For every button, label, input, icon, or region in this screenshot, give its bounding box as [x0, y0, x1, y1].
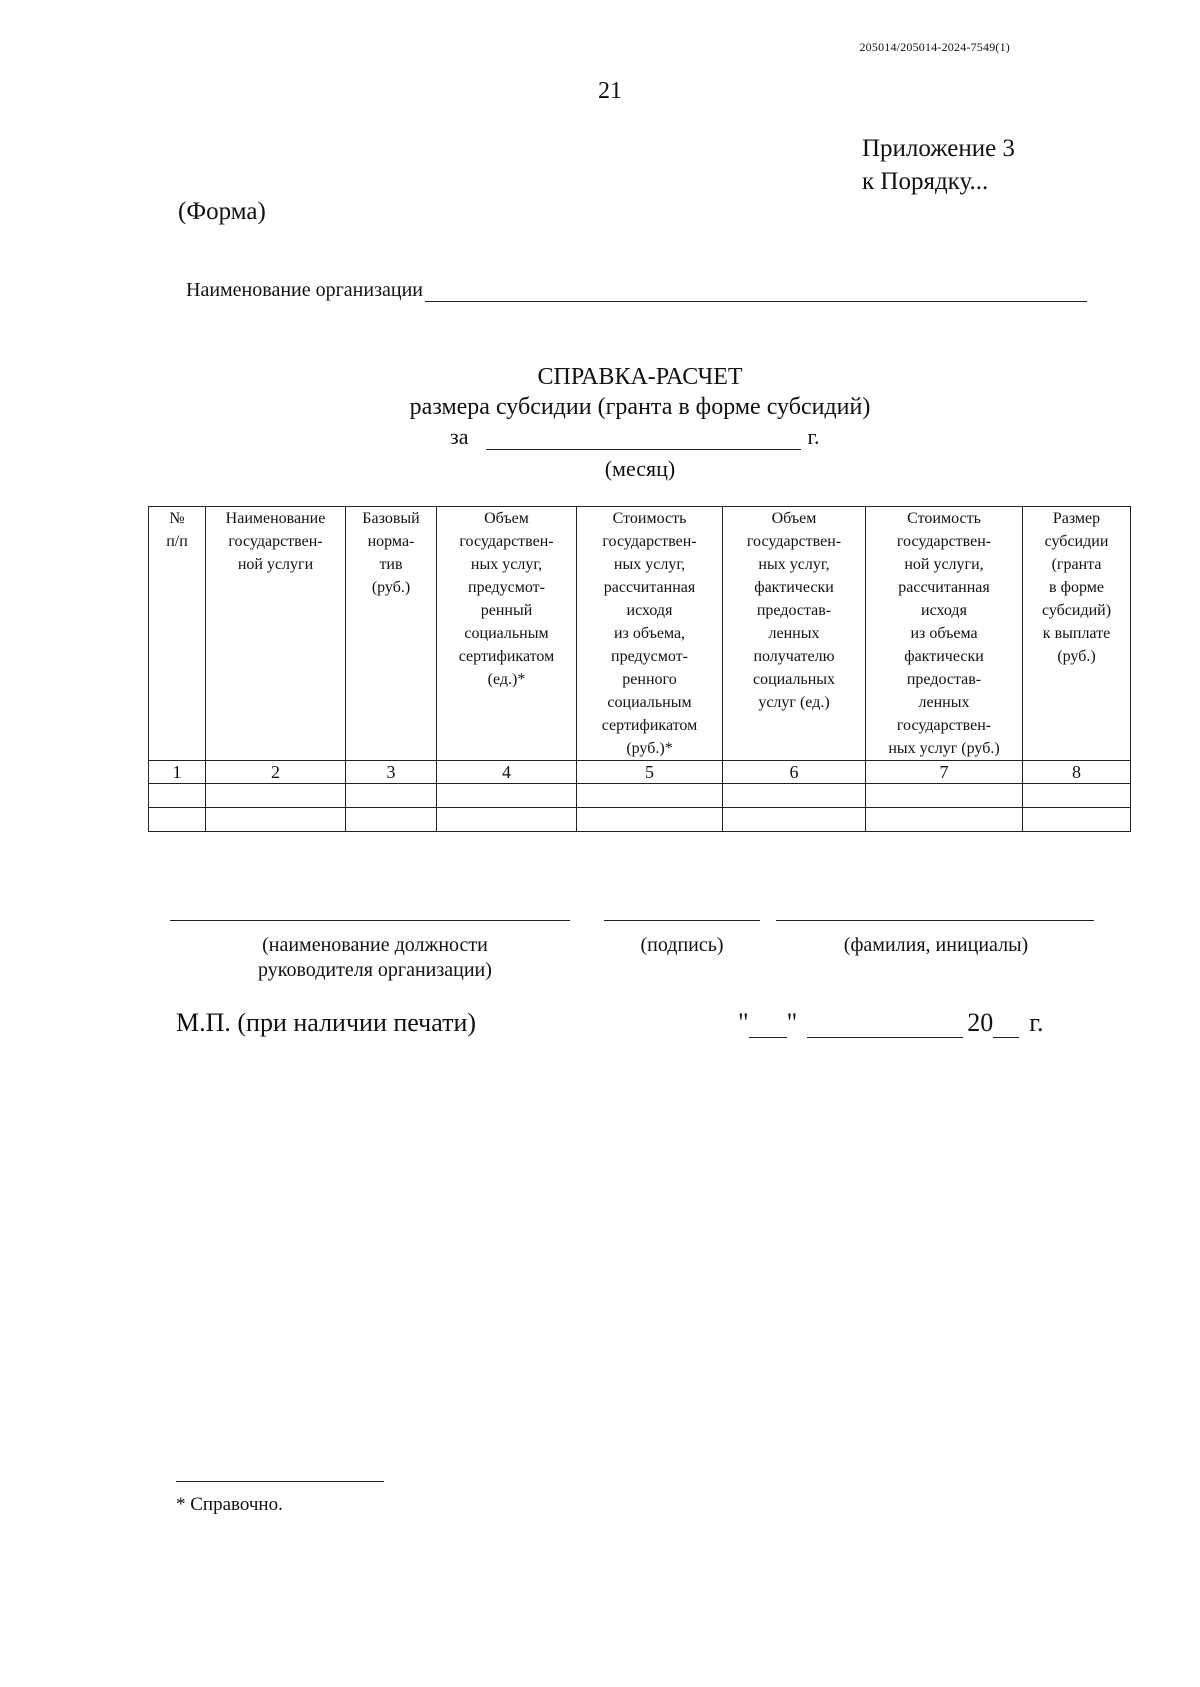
name-signature-line[interactable] [776, 920, 1094, 921]
column-header-line: (руб.)* [626, 740, 673, 757]
column-header-line: фактически [904, 648, 984, 665]
column-header-2 [206, 507, 346, 761]
table-cell[interactable] [149, 784, 206, 808]
title-subtitle: размера субсидии (гранта в форме субсидий) [409, 394, 871, 420]
organization-label: Наименование организации [186, 279, 423, 301]
column-header-line: Стоимость [612, 510, 687, 527]
column-header-line: предусмот- [468, 579, 545, 596]
column-number-cell: 8 [1023, 761, 1131, 784]
page-number: 21 [598, 78, 622, 104]
column-header-line: п/п [166, 533, 188, 550]
column-header-line: из объема, [613, 625, 686, 642]
column-header-8 [1023, 507, 1131, 761]
footnote-separator [176, 1481, 384, 1482]
document-id: 205014/205014-2024-7549(1) [859, 40, 1010, 54]
column-header-line: предусмот- [611, 648, 688, 665]
form-label: (Форма) [178, 198, 266, 225]
column-header-line: Размер [1052, 510, 1101, 527]
column-header-line: рассчитанная [898, 579, 990, 596]
date-close-quote: " [786, 1008, 798, 1037]
date-year-suffix: г. [1029, 1008, 1044, 1037]
column-header-line: исходя [921, 602, 967, 619]
column-header-line: исходя [626, 602, 673, 619]
period-prefix: за [450, 424, 469, 449]
column-header-line: социальным [607, 694, 692, 711]
signature-caption: (подпись) [640, 934, 724, 956]
column-header-line: ной услуги [237, 556, 314, 573]
column-header-6 [723, 507, 866, 761]
column-header-line: субсидий) [1041, 602, 1112, 619]
signature-line[interactable] [604, 920, 760, 921]
table-cell[interactable] [206, 808, 346, 832]
table-cell[interactable] [866, 784, 1023, 808]
table-cell[interactable] [577, 808, 723, 832]
appendix-line-2: к Порядку... [862, 168, 989, 195]
organization-row [186, 279, 1087, 302]
date-open-quote: " [738, 1008, 749, 1037]
period-caption: (месяц) [604, 456, 676, 481]
position-caption-line-1: (наименование должности [262, 934, 488, 956]
position-caption-line-2: руководителя организации) [258, 959, 492, 981]
column-number-cell: 2 [206, 761, 346, 784]
column-header-line: предостав- [756, 602, 832, 619]
document-title [300, 362, 980, 422]
table-cell[interactable] [149, 808, 206, 832]
column-header-line: ных услуг, [613, 556, 686, 573]
table-cell[interactable] [866, 808, 1023, 832]
column-header-line: государствен- [746, 533, 842, 550]
column-header-line: государствен- [602, 533, 697, 550]
title-main: СПРАВКА-РАСЧЕТ [537, 364, 743, 390]
date-year-prefix: 20 [967, 1008, 994, 1037]
table-cell[interactable] [346, 784, 437, 808]
date-year-field[interactable] [993, 1015, 1019, 1038]
column-number-cell: 3 [346, 761, 437, 784]
column-header-line: субсидии [1044, 533, 1109, 550]
table-row [149, 808, 1131, 832]
column-header-line: предостав- [906, 671, 982, 688]
column-header-line: (руб.) [1057, 648, 1096, 665]
column-header-line: Базовый [362, 510, 420, 527]
period-suffix: г. [807, 424, 820, 449]
column-header-line: услуг (ед.) [758, 694, 830, 711]
period-row [450, 424, 820, 450]
column-header-line: (гранта [1051, 556, 1102, 573]
column-header-line: рассчитанная [603, 579, 696, 596]
column-header-7 [866, 507, 1023, 761]
appendix-line-1: Приложение 3 [862, 135, 1015, 162]
table-cell[interactable] [723, 784, 866, 808]
column-header-line: ной услуги, [904, 556, 984, 573]
column-header-line: (ед.)* [487, 671, 526, 688]
column-header-4 [437, 507, 577, 761]
organization-name-field[interactable] [425, 279, 1087, 302]
column-number-cell: 6 [723, 761, 866, 784]
column-header-3 [346, 507, 437, 761]
date-month-field[interactable] [807, 1015, 963, 1038]
column-number-row [149, 761, 1131, 784]
column-header-line: тив [379, 556, 403, 573]
column-number-cell: 7 [866, 761, 1023, 784]
column-header-line: получателю [753, 648, 835, 665]
table-cell[interactable] [577, 784, 723, 808]
table-cell[interactable] [723, 808, 866, 832]
column-header-5 [577, 507, 723, 761]
column-header-line: социальным [464, 625, 549, 642]
column-header-line: ренного [622, 671, 677, 688]
calculation-table [148, 506, 1131, 832]
column-header-line: социальных [752, 671, 836, 688]
column-header-line: сертификатом [601, 717, 698, 734]
column-header-line: Объем [484, 510, 529, 527]
name-caption: (фамилия, инициалы) [843, 934, 1029, 956]
column-header-line: государствен- [228, 533, 323, 550]
table-cell[interactable] [1023, 808, 1131, 832]
position-caption [210, 933, 540, 983]
table-cell[interactable] [346, 808, 437, 832]
footnote: * Справочно. [176, 1494, 283, 1515]
table-header-row [149, 507, 1131, 761]
table-cell[interactable] [1023, 784, 1131, 808]
column-header-line: государствен- [459, 533, 554, 550]
period-month-field[interactable] [486, 427, 801, 450]
table-row [149, 784, 1131, 808]
column-header-line: (руб.) [371, 579, 411, 596]
column-header-line: № [169, 510, 185, 527]
appendix-reference [862, 132, 1015, 198]
column-header-line: норма- [367, 533, 415, 550]
column-header-line: из объема [910, 625, 978, 642]
column-header-line: Объем [771, 510, 817, 527]
column-header-line: государствен- [896, 717, 992, 734]
column-header-line: ренный [480, 602, 533, 619]
column-header-line: к выплате [1042, 625, 1111, 642]
column-header-1 [149, 507, 206, 761]
column-number-cell: 4 [437, 761, 577, 784]
date-row [738, 1008, 1043, 1038]
stamp-label: М.П. (при наличии печати) [176, 1008, 477, 1037]
column-header-line: фактически [754, 579, 834, 596]
column-header-line: сертификатом [458, 648, 555, 665]
column-header-line: ных услуг, [758, 556, 830, 573]
date-day-field[interactable] [749, 1015, 787, 1038]
column-number-cell: 1 [149, 761, 206, 784]
column-header-line: Стоимость [907, 510, 981, 527]
column-header-line: Наименование [225, 510, 326, 527]
table-cell[interactable] [437, 808, 577, 832]
column-header-line: ных услуг, [470, 556, 543, 573]
position-signature-line[interactable] [170, 920, 570, 921]
column-header-line: государствен- [896, 533, 992, 550]
column-header-line: в форме [1049, 579, 1104, 596]
table-cell[interactable] [437, 784, 577, 808]
table-cell[interactable] [206, 784, 346, 808]
column-header-line: ленных [768, 625, 820, 642]
column-header-line: ных услуг (руб.) [888, 740, 1000, 757]
column-number-cell: 5 [577, 761, 723, 784]
column-header-line: ленных [918, 694, 970, 711]
